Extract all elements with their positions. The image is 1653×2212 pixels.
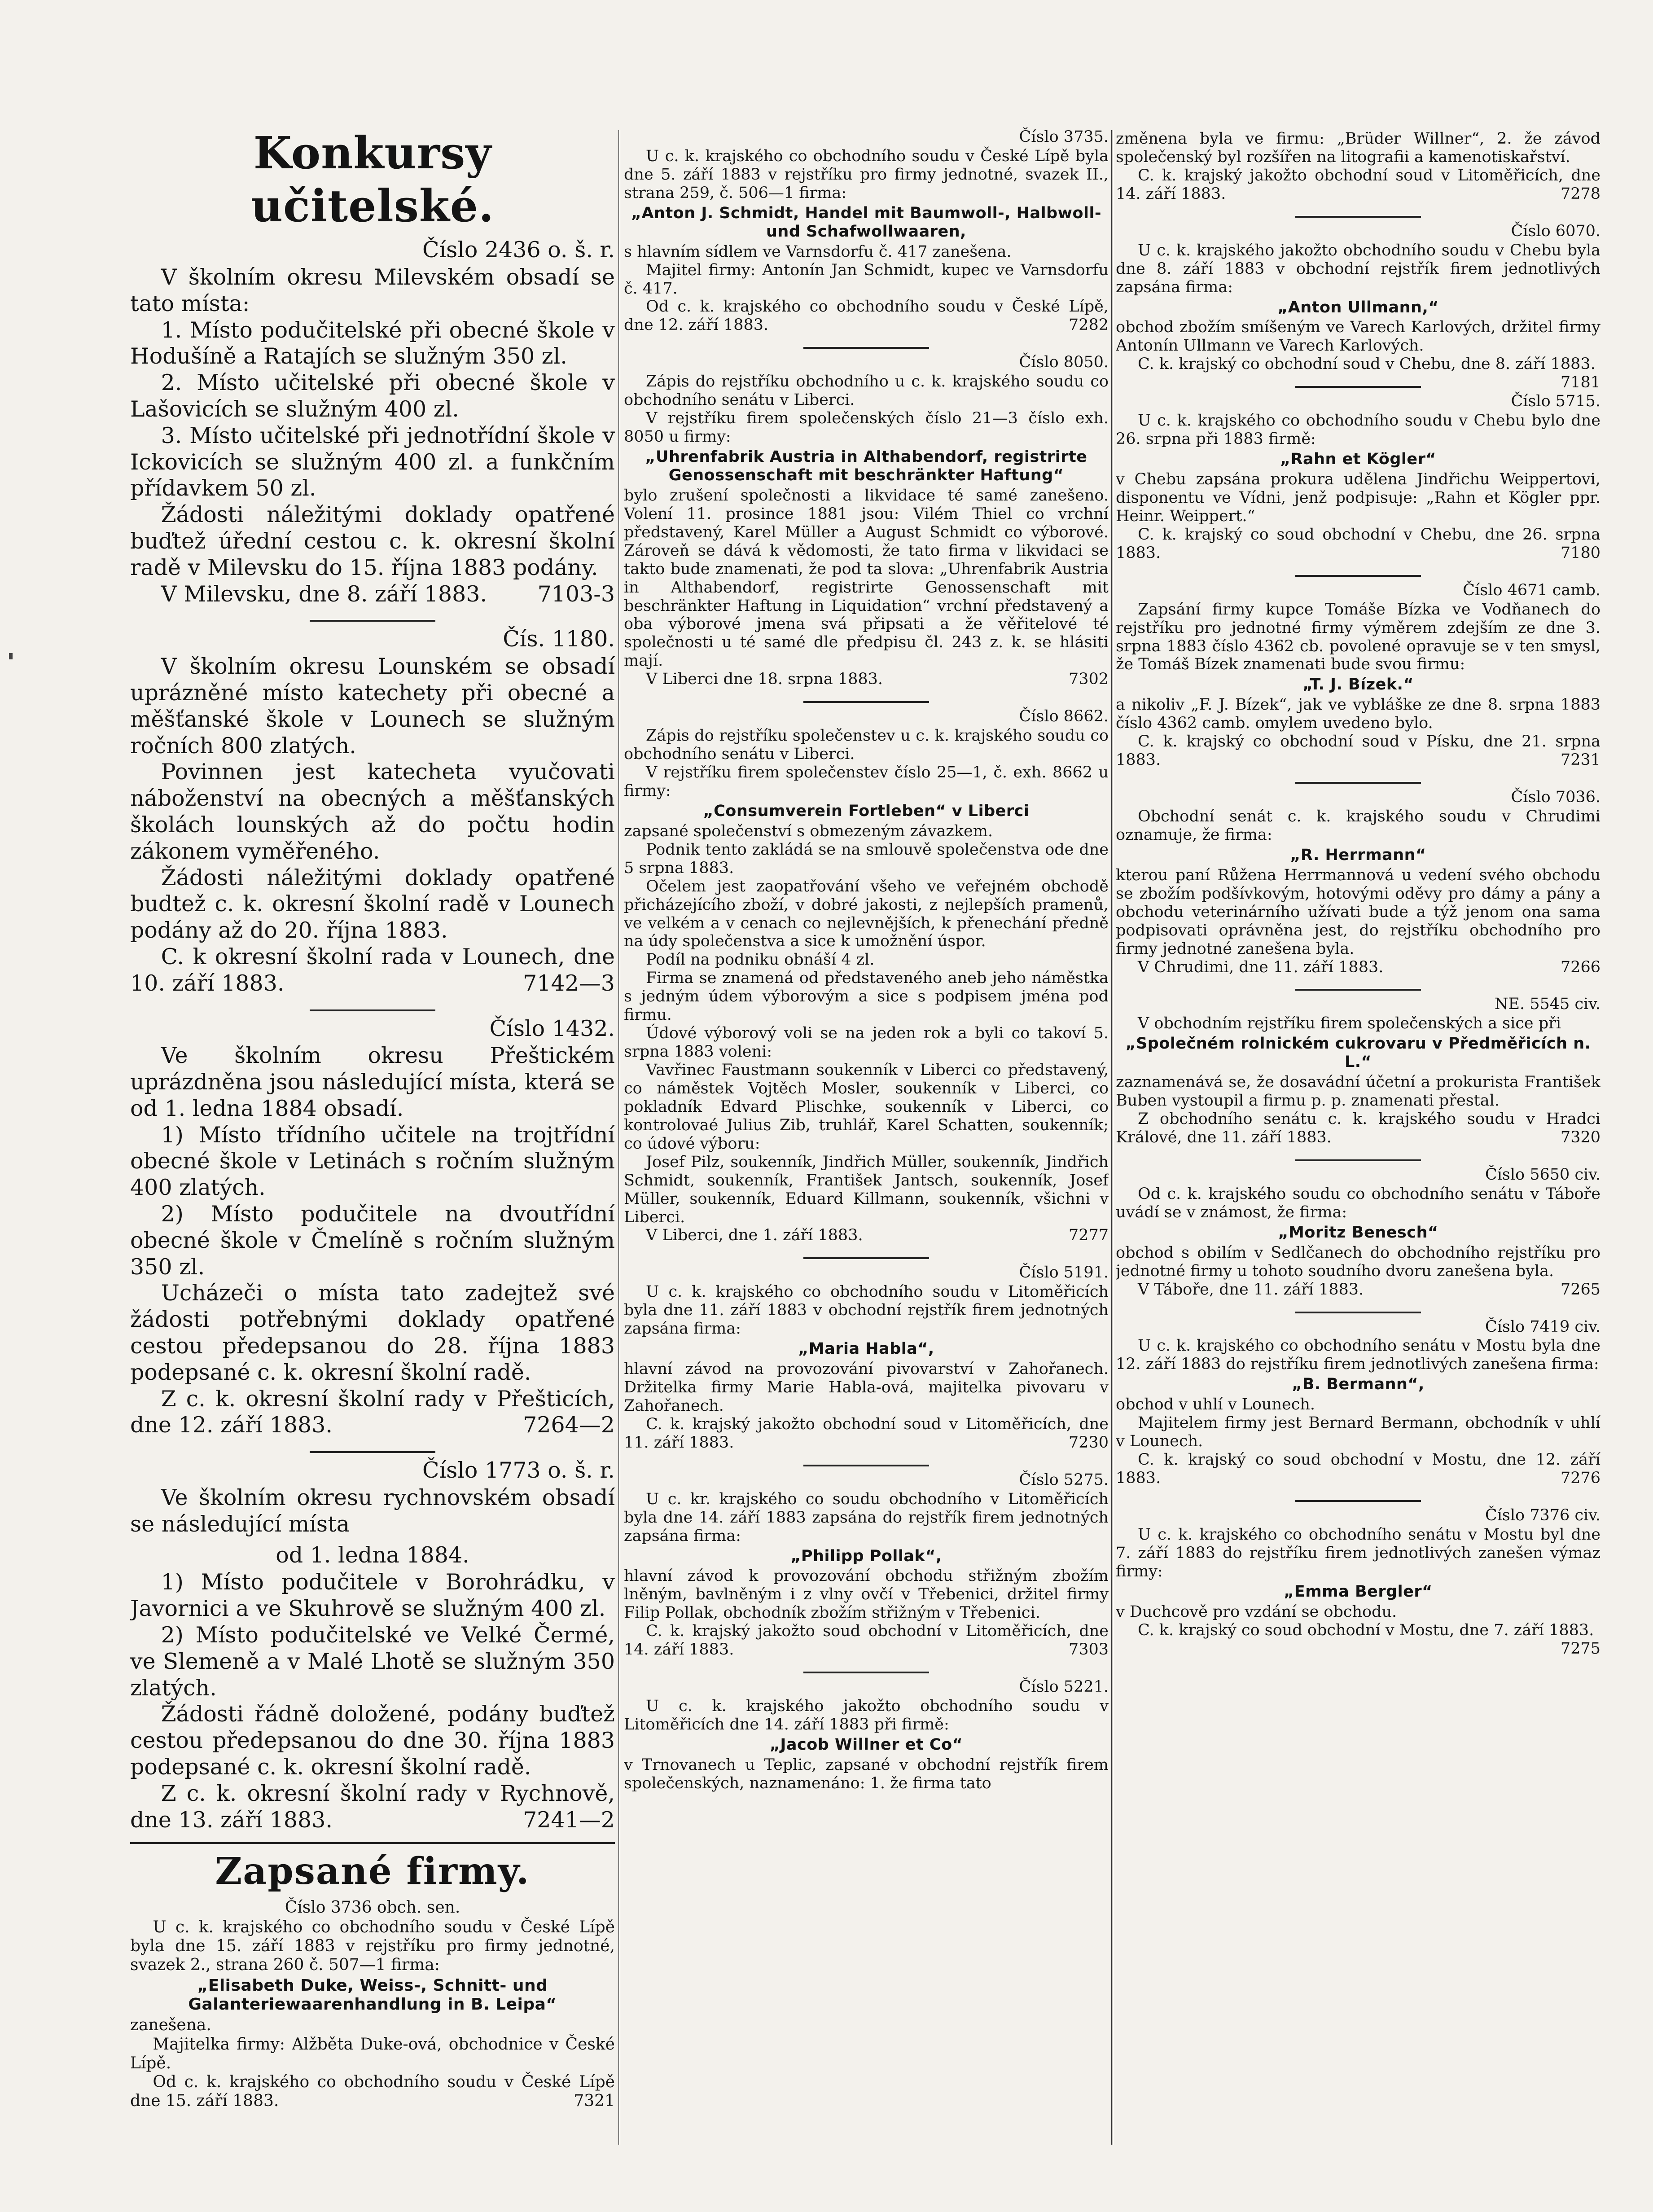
closing-text: Z c. k. okresní školní rady v Přešticích, dne 12. září 1883. [130,1386,615,1438]
column-rule-left [618,130,620,2145]
closing-text: C. k. krajský co soud obchodní v Chebu, dne 26. srpna 1883. [1116,525,1600,562]
ref-number: 7241—2 [523,1807,615,1833]
notice-text: 2) Místo podučitele na dvoutřídní obecné škole v Čmelíně s ročním služným 350 zl. [130,1201,615,1280]
notice-number: Číslo 1773 o. š. r. [422,1457,615,1483]
separator [803,1672,930,1673]
column-3 [1116,123,1600,2185]
notice-text: kterou paní Růžena Herrmannová u vedení svého obchodu se zbožím podšívkovým, hotovými oděvy pro dámy a pány a obchodu veterinárního užívati bude a týž jenom ona sama podpisovati oprávněna jest, do rejstříku obchodního pro firmy jednotné zanešena byla. [1116,866,1600,958]
notice-number: Číslo 5650 civ. [1485,1165,1600,1184]
separator [803,347,930,349]
notice-number: Číslo 3736 obch. sen. [285,1898,460,1917]
ref-number: 7275 [1560,1639,1600,1658]
separator [1295,989,1421,991]
notice-8050 [624,353,1109,689]
notice-5191 [624,1264,1109,1452]
notice-text: U c. k. krajského co obchodního soudu v České Lípě byla dne 15. září 1883 v rejstříku pro firmy jednotné, svazek 2., strana 260 č. 507—1 firma: [130,1918,615,1975]
closing-text: C. k. krajský co soud obchodní v Mostu, dne 7. září 1883. [1138,1621,1594,1639]
notice-closing [1116,1451,1600,1488]
ref-number: 7264—2 [523,1412,615,1438]
notice-text: v Trnovanech u Teplic, zapsané v obchodní rejstřík firem společenských, naznamenáno: 1. že firma tato [624,1756,1109,1792]
firm-name: „Společném rolnickém cukrovaru v Předměřicích n. L.“ [1125,1035,1591,1071]
firm-name: „Moritz Benesch“ [1278,1223,1438,1242]
notice-4671 [1116,581,1600,769]
notice-closing [624,298,1109,334]
notice-number: Číslo 6070. [1511,222,1600,240]
notice-text: U c. k. krajského jakožto obchodního soudu v Litoměřicích dne 14. září 1883 při firmě: [624,1697,1109,1734]
ref-number: 7276 [1560,1469,1600,1487]
margin-mark [9,653,13,659]
separator [130,1842,615,1844]
notice-6070 [1116,222,1600,392]
notice-closing [130,2073,615,2111]
ref-number: 7230 [1068,1433,1109,1452]
closing-text: V Liberci dne 18. srpna 1883. [646,670,883,689]
notice-number: Číslo 3735. [1019,128,1109,146]
closing-text: Z c. k. okresní školní rady v Rychnově, dne 13. září 1883. [130,1780,615,1833]
notice-1432 [130,1016,615,1439]
notice-text: 1) Místo podučitele v Borohrádku, v Javornici a ve Skuhrově se služným 400 zl. [130,1569,615,1622]
notice-text: 3. Místo učitelské při jednotřídní škole v Ickovicích se služným 400 zl. a funkčním přídavkem 50 zl. [130,422,615,501]
notice-closing [130,581,615,608]
notice-text: Ve školním okresu Přeštickém uprázdněna jsou následující místa, která se od 1. ledna 1884 obsadí. [130,1043,615,1121]
notice-text: Majitel firmy: Antonín Jan Schmidt, kupec ve Varnsdorfu č. 417. [624,261,1109,298]
column-1 [130,123,615,2185]
notice-closing [1116,355,1600,392]
closing-text: C. k. krajský co obchodní soud v Chebu, dne 8. září 1883. [1138,355,1596,373]
closing-text: V Liberci, dne 1. září 1883. [646,1226,863,1245]
notice-text: Údové výborový voli se na jeden rok a byli co takoví 5. srpna 1883 voleni: [624,1024,1109,1061]
notice-closing [130,944,615,997]
ref-number: 7303 [1068,1641,1109,1659]
firm-name: „Anton Ullmann,“ [1277,298,1439,316]
separator [310,1009,436,1011]
notice-closing [1116,167,1600,203]
notice-text: Od c. k. krajského soudu co obchodního senátu v Táboře uvádí se v známost, že firma: [1116,1185,1600,1221]
notice-text: U c. k. krajského co obchodního senátu v Mostu byla dne 12. září 1883 do rejstříku firem jednotlivých zanešena firma: [1116,1337,1600,1374]
closing-text: V Milevsku, dne 8. září 1883. [161,581,487,607]
notice-closing [1116,526,1600,562]
notice-closing [1116,733,1600,769]
notice-number: NE. 5545 civ. [1494,995,1600,1014]
firm-name: „Rahn et Kögler“ [1280,450,1436,469]
closing-text: Od c. k. krajského co obchodního soudu v České Lípě, dne 12. září 1883. [624,298,1109,334]
notice-text: obchod v uhlí v Lounech. [1116,1396,1315,1414]
notice-text: v Chebu zapsána prokura udělena Jindřichu Weippertovi, disponentu ve Vídni, jenž podpisuje: „Rahn et Kögler ppr. Heinr. Weippert.“ [1116,470,1600,525]
ref-number: 7266 [1560,958,1600,976]
notice-text: s hlavním sídlem ve Varnsdorfu č. 417 zanešena. [624,242,1012,261]
ref-number: 7181 [1560,373,1600,392]
separator [803,1465,930,1466]
column-2 [624,123,1109,2185]
notice-8662 [624,707,1109,1245]
notice-text: Zapsání firmy kupce Tomáše Bízka ve Vodňanech do rejstříku pro jednotné firmy výměrem zdejším ze dne 3. srpna 1883 číslo 4362 cb. povolené opravuje se v ten smysl, že Tomáš Bízek znamenati bude svou firmu: [1116,600,1600,674]
notice-text: V školním okresu Milevském obsadí se tato místa: [130,264,615,316]
notice-text: U c. kr. krajského co soudu obchodního v Litoměřicích byla dne 14. září 1883 zapsána do rejstřík firem jednotných zapsána firma: [624,1490,1109,1545]
notice-text: obchod s obilím v Sedlčanech do obchodního rejstříku pro jednotné firmy u tohoto soudního dvoru zanešena byla. [1116,1243,1600,1280]
section-title-konkursy: Konkursy učitelské. [250,127,495,232]
notice-text: Očelem jest zaopatřování všeho ve veřejném obchodě přicházejícího zboží, v dobré jakosti, z nejlepších pramenů, ve velkém a v cenach co nejlevnějších, k přenechání předně na údy společenstva a sice k umožnění úspor. [624,877,1109,951]
separator [1295,216,1421,218]
firm-name: „B. Bermann“, [1292,1375,1425,1394]
closing-text: V Chrudimi, dne 11. září 1883. [1138,958,1384,976]
notice-text: Majitelka firmy: Alžběta Duke-ová, obchodnice v České Lípě. [130,2035,615,2072]
notice-text: 1) Místo třídního učitele na trojtřídní obecné škole v Letinách s ročním služným 400 zlatých. [130,1122,615,1201]
closing-text: C. k. krajský jakožto obchodní soud v Litoměřicích, dne 14. září 1883. [1116,166,1600,203]
closing-text: C. k. krajský co soud obchodní v Mostu, dne 12. září 1883. [1116,1451,1600,1487]
notice-text: hlavní závod na provozování pivovarství v Zahořanech. Držitelka firmy Marie Habla-ová, majitelka pivovaru v Zahořanech. [624,1360,1109,1415]
notice-text: hlavní závod k provozování obchodu střižným zbožím lněným, bavlněným i z vlny ovčí v Třebenici, držitel firmy Filip Pollak, obchodník zbožím střižným v Třebenici. [624,1567,1109,1622]
notice-number: Číslo 7036. [1511,788,1600,807]
notice-text: V školním okresu Lounském se obsadí uprázněné místo katechety při obecné a měšťanské škole v Lounech se služným ročních 800 zlatých. [130,654,615,759]
notice-2436 [130,237,615,607]
notice-1180 [130,626,615,996]
notice-text: 1. Místo podučitelské při obecné škole v Hodušíně a Ratajích se služným 350 zl. [130,317,615,369]
separator [803,701,930,703]
notice-closing [130,1386,615,1439]
firm-name: „Consumverein Fortleben“ v Liberci [703,802,1030,820]
ref-number: 7282 [1068,316,1109,334]
notice-number: Číslo 2436 o. š. r. [422,237,615,263]
notice-number: Číslo 8050. [1019,353,1109,372]
separator [1295,1500,1421,1502]
ref-number: 7277 [1068,1226,1109,1245]
notice-text: Povinnen jest katecheta vyučovati náboženství na obecných a měšťanských školách lounských až do počtu hodin zákonem vyměřeného. [130,759,615,864]
notice-closing [624,1226,1109,1245]
notice-closing [1116,1621,1600,1658]
ref-number: 7320 [1560,1128,1600,1146]
closing-text: C. k okresní školní rada v Lounech, dne 10. září 1883. [130,944,615,996]
notice-text: V rejstříku firem společenstev číslo 25—1, č. exh. 8662 u firmy: [624,764,1109,800]
notice-text: Žádosti náležitými doklady opatřené budtež c. k. okresní školní radě v Lounech podány až do 20. října 1883. [130,865,615,944]
closing-text: C. k. krajský jakožto soud obchodní v Litoměřicích, dne 14. září 1883. [624,1622,1109,1659]
notice-number: Číslo 1432. [489,1015,615,1041]
notice-number: Číslo 5715. [1511,392,1600,411]
firm-name: „Uhrenfabrik Austria in Althabendorf, registrirte Genossenschaft mit beschränkter Haftung“ [645,448,1087,484]
ref-number: 7180 [1560,544,1600,562]
separator [1295,782,1421,784]
notice-number: Číslo 7376 civ. [1485,1506,1600,1524]
firm-name: „Elisabeth Duke, Weiss-, Schnitt- und Galanteriewaarenhandlung in B. Leipa“ [188,1976,557,2014]
separator [310,1451,436,1453]
notice-text: v Duchcově pro vzdání se obchodu. [1116,1602,1397,1621]
notice-text: U c. k. krajského co obchodního soudu v Chebu bylo dne 26. srpna při 1883 firmě: [1116,412,1600,448]
firm-name: „T. J. Bízek.“ [1302,676,1414,694]
notice-text: V rejstříku firem společenských číslo 21—3 číslo exh. 8050 u firmy: [624,409,1109,446]
notice-7036 [1116,788,1600,976]
notice-3735 [624,128,1109,334]
separator [1295,1312,1421,1313]
ref-number: 7103-3 [537,581,615,607]
notice-5545 [1116,995,1600,1147]
notice-text: zapsané společenství s obmezeným závazkem. [624,822,993,840]
notice-closing [1116,1281,1600,1299]
firm-name: „R. Herrmann“ [1290,846,1426,864]
notice-text: Zápis do rejstříku společenstev u c. k. krajského soudu co obchodního senátu v Liberci. [624,727,1109,764]
notice-text: U c. k. krajského jakožto obchodního soudu v Chebu byla dne 8. září 1883 v obchodní rejstřík firem jednotlivých zapsána firma: [1116,241,1600,296]
notice-number: Číslo 4671 camb. [1463,581,1600,599]
notice-text: Zápis do rejstříku obchodního u c. k. krajského soudu co obchodního senátu v Liberci. [624,373,1109,409]
firm-name: „Philipp Pollak“, [790,1547,942,1565]
notice-5221-continued [1116,130,1600,203]
notice-text: Josef Pilz, soukenník, Jindřich Müller, soukenník, Jindřich Schmidt, soukenník, František Jantsch, soukenník, Josef Müller, soukenník, Eduard Killmann, soukenník, všichni v Liberci. [624,1153,1109,1226]
ref-number: 7321 [574,2091,615,2110]
notice-closing [624,670,1109,689]
notice-text: bylo zrušení společnosti a likvidace té samé zanešeno. Volení 11. prosince 1881 jsou: Vilém Thiel co vrchní představený, Karel Müller a August Schmidt co výborové. Zároveň se dává k vědomosti, že tato firma v likvidaci se takto bude znamenati, že pod ta slova: „Uhrenfabrik Austria in Althabendorf, registrirte Genossenschaft mit beschränkter Haftung in Liquidation“ vrchní představený a oba výborové jmena svá připsati a že věřitelové té společnosti u té samé dle předpisu čl. 243 z. k. se hlásiti mají. [624,486,1109,670]
ref-number: 7302 [1068,670,1109,689]
closing-text: Z obchodního senátu c. k. krajského soudu v Hradci Králové, dne 11. září 1883. [1116,1110,1600,1146]
separator [310,620,436,622]
closing-text: C. k. krajský co obchodní soud v Písku, dne 21. srpna 1883. [1116,733,1600,769]
section-title-zapsane-firmy: Zapsané firmy. [215,1850,530,1893]
ref-number: 7265 [1560,1280,1600,1299]
notice-text: zanešena. [130,2016,211,2035]
notice-text: U c. k. krajského co obchodního soudu v České Lípě byla dne 5. září 1883 v rejstříku pro firmy jednotné, svazek II., strana 259, č. 506—1 firma: [624,147,1109,202]
notice-text: Firma se znamená od představeného aneb jeho náměstka s jedným údem výborovým a sice s podpisem jména pod firmu. [624,969,1109,1024]
notice-closing [130,1781,615,1834]
notice-date-line: od 1. ledna 1884. [276,1542,469,1568]
notice-closing [624,1415,1109,1452]
notice-5715 [1116,392,1600,562]
closing-text: Od c. k. krajského co obchodního soudu v České Lípě dne 15. září 1883. [130,2072,615,2110]
closing-text: C. k. krajský jakožto obchodní soud v Litoměřicích, dne 11. září 1883. [624,1415,1109,1452]
notice-text: zaznamenává se, že dosavádní účetní a prokurista František Buben vystoupil a firmu p. p. znamenati přestal. [1116,1073,1600,1110]
notice-text: obchod zbožím smíšeným ve Varech Karlových, držitel firmy Antonín Ullmann ve Varech Karlových. [1116,318,1600,355]
firm-name: „Maria Habla“, [798,1340,934,1358]
notice-text: 2. Místo učitelské při obecné škole v Lašovicích se služným 400 zl. [130,370,615,422]
notice-number: Číslo 5275. [1019,1470,1109,1489]
notice-text: změnena byla ve firmu: „Brüder Willner“, 2. že závod společenský byl rozšířen na litografii a kamenotiskařství. [1116,130,1600,166]
firm-name: „Jacob Willner et Co“ [769,1735,963,1754]
ref-number: 7142—3 [523,970,615,996]
separator [1295,575,1421,577]
ref-number: 7231 [1560,751,1600,769]
notice-text: Podíl na podniku obnáší 4 zl. [646,951,875,969]
notice-closing [1116,1110,1600,1147]
notice-text: a nikoliv „F. J. Bízek“, jak ve vybláške ze dne 8. srpna 1883 číslo 4362 camb. omylem uvedeno bylo. [1116,696,1600,733]
notice-7419 [1116,1318,1600,1488]
ref-number: 7278 [1560,184,1600,203]
firm-name: „Emma Bergler“ [1284,1582,1433,1601]
closing-text: V Táboře, dne 11. září 1883. [1138,1280,1364,1299]
separator [803,1257,930,1259]
notice-5275 [624,1471,1109,1659]
notice-number: Číslo 8662. [1019,707,1109,726]
notice-text: Žádosti řádně doložené, podány buďtež cestou předepsanou do dne 30. října 1883 podepsané c. k. okresní školní radě. [130,1701,615,1780]
notice-text: Obchodní senát c. k. krajského soudu v Chrudimi oznamuje, že firma: [1116,808,1600,844]
notice-5650 [1116,1166,1600,1299]
notice-closing [1116,958,1600,977]
notice-text: Vavřinec Faustmann soukenník v Liberci co představený, co náměstek Vojtěch Mosler, soukenník v Liberci, co pokladník Edvard Plischke, soukenník v Liberci, co kontrolovaé Julius Zib, truhlář, Karel Schatten, soukenník; co údové výboru: [624,1061,1109,1153]
firm-name: „Anton J. Schmidt, Handel mit Baumwoll-, Halbwoll- und Schafwollwaaren, [631,204,1102,241]
notice-text: Ucházeči o místa tato zadejtež své žádosti potřebnými doklady opatřené cestou předepsanou do 28. října 1883 podepsané c. k. okresní školní radě. [130,1280,615,1385]
column-rule-right [1111,130,1113,2145]
notice-number: Číslo 5221. [1019,1678,1109,1696]
notice-3736 [130,1898,615,2111]
notice-text: V obchodním rejstříku firem společenských a sice při [1138,1014,1561,1033]
separator [1295,1159,1421,1161]
notice-text: Majitelem firmy jest Bernard Bermann, obchodník v uhlí v Lounech. [1116,1414,1600,1451]
notice-text: 2) Místo podučitelské ve Velké Čermé, ve Slemeně a v Malé Lhotě se služným 350 zlatých. [130,1622,615,1701]
notice-7376 [1116,1506,1600,1658]
notice-5221 [624,1678,1109,1793]
notice-text: Žádosti náležitými doklady opatřené buďtež úřední cestou c. k. okresní školní radě v Milevsku do 15. října 1883 podány. [130,502,615,580]
separator [1295,386,1421,388]
notice-text: U c. k. krajského co obchodního soudu v Litoměřicích byla dne 11. září 1883 v obchodní rejstřík firem jednotných zapsána firma: [624,1283,1109,1338]
notice-text: Podnik tento zakládá se na smlouvě společenstva ode dne 5 srpna 1883. [624,840,1109,877]
notice-text: Ve školním okresu rychnovském obsadí se následující místa [130,1485,615,1537]
notice-closing [624,1622,1109,1659]
notice-number: Čís. 1180. [503,626,615,652]
notice-text: U c. k. krajského co obchodního senátu v Mostu byl dne 7. září 1883 do rejstříku firem jednotlivých zanešen výmaz firmy: [1116,1525,1600,1580]
notice-1773 [130,1457,615,1833]
notice-number: Číslo 5191. [1019,1264,1109,1282]
notice-number: Číslo 7419 civ. [1485,1317,1600,1336]
